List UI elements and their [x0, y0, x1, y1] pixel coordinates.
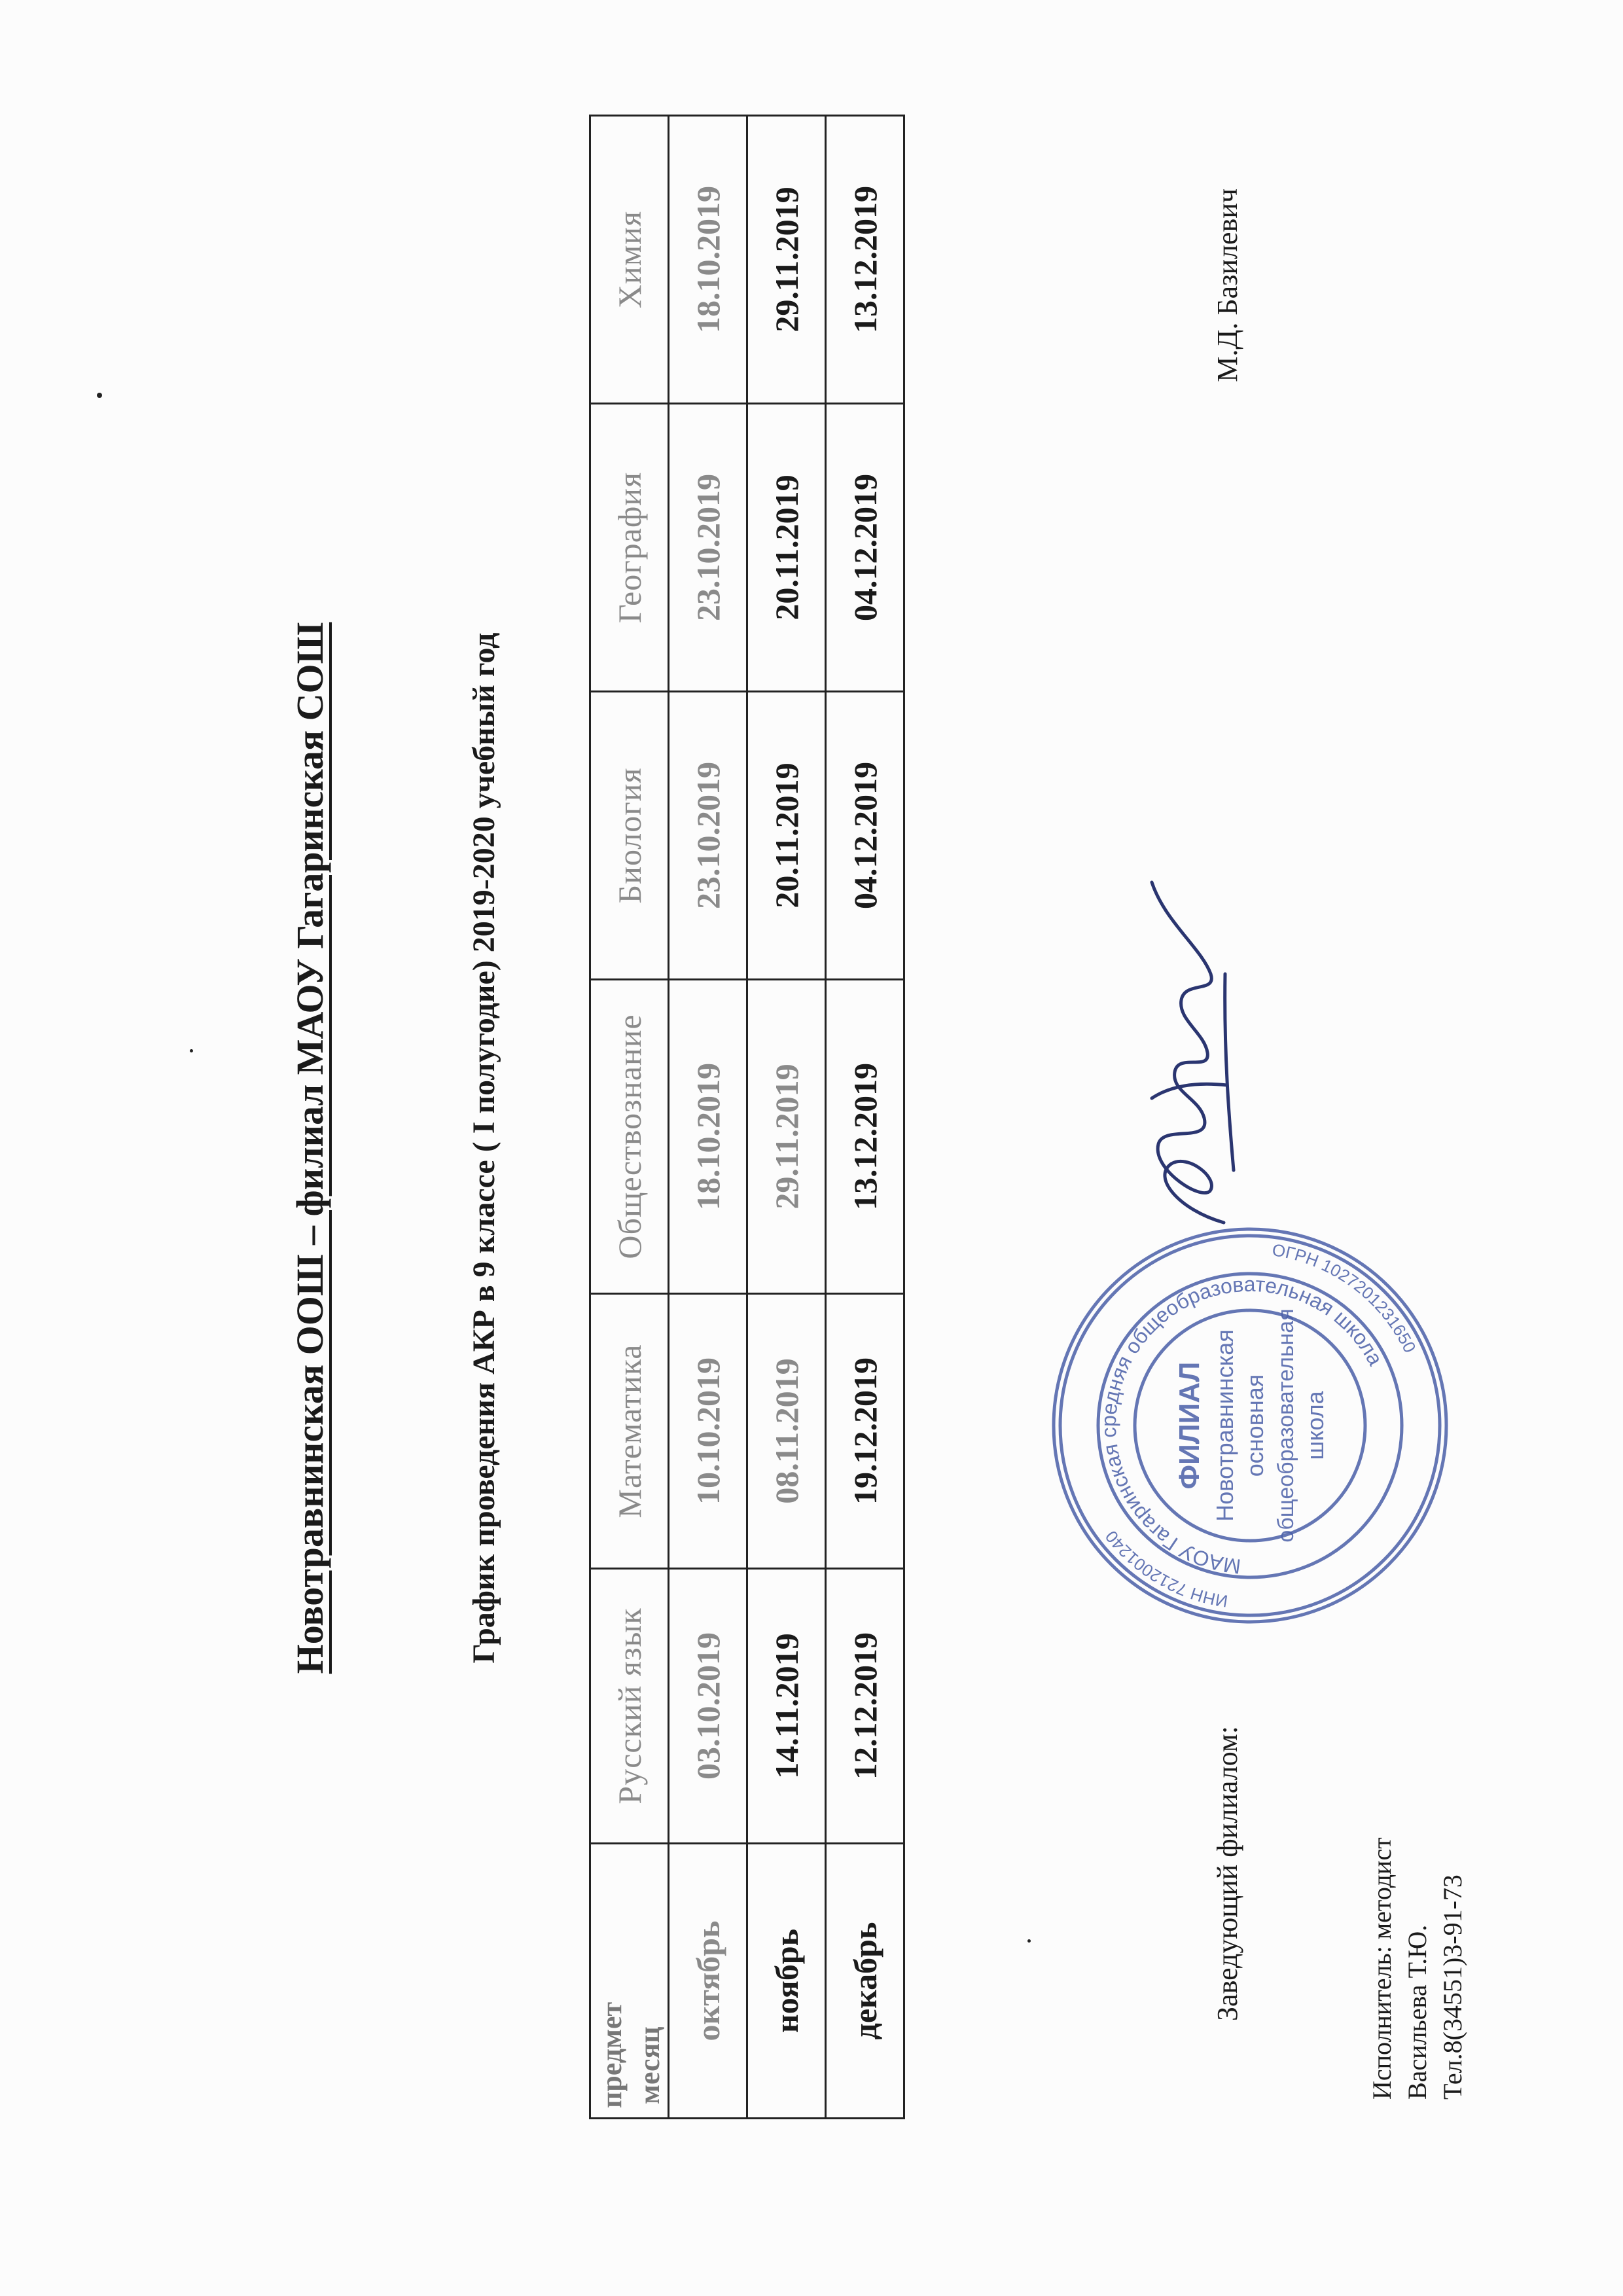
- executor-info: [1364, 1837, 1471, 2100]
- date-cell: 20.11.2019: [747, 692, 826, 980]
- date-cell: 29.11.2019: [747, 116, 826, 404]
- date-cell: 12.12.2019: [826, 1569, 904, 1844]
- executor-name: Васильева Т.Ю.: [1402, 1924, 1432, 2100]
- table-row: [826, 116, 904, 2119]
- handwritten-signature: [1113, 856, 1270, 1249]
- date-cell: 14.11.2019: [747, 1569, 826, 1844]
- scan-speck: [190, 1049, 193, 1052]
- subject-header: Обществознание: [590, 980, 669, 1294]
- table-header-row: [590, 116, 669, 2119]
- document-title: Новотравнинская ООШ – филиал МАОУ Гагаринская СОШ: [289, 622, 331, 1674]
- subject-header: Математика: [590, 1294, 669, 1569]
- date-cell: 20.11.2019: [747, 404, 826, 692]
- corner-month-label: месяц: [633, 2026, 666, 2104]
- date-cell: 23.10.2019: [669, 404, 747, 692]
- date-cell: 29.11.2019: [747, 980, 826, 1294]
- subject-header: География: [590, 404, 669, 692]
- stamp-line-4: общеобразовательная: [1274, 1308, 1298, 1543]
- position-label: Заведующий филиалом:: [1211, 1726, 1243, 2021]
- date-cell: 18.10.2019: [669, 980, 747, 1294]
- date-cell: 04.12.2019: [826, 404, 904, 692]
- date-cell: 13.12.2019: [826, 116, 904, 404]
- subject-header: Химия: [590, 116, 669, 404]
- corner-cell: [590, 1844, 669, 2119]
- stamp-ring-text: МАОУ Гагаринская средняя общеобразовательная школа: [1096, 1272, 1388, 1579]
- document-subtitle: График проведения АКР в 9 классе ( I полугодие) 2019-2020 учебный год: [467, 632, 501, 1664]
- stamp-line-5: школа: [1302, 1391, 1329, 1460]
- corner-subject-label: предмет: [596, 2001, 628, 2108]
- stamp-line-3: основная: [1241, 1374, 1268, 1477]
- scan-speck: [97, 393, 102, 398]
- date-cell: 03.10.2019: [669, 1569, 747, 1844]
- scan-speck: [1027, 1939, 1031, 1943]
- table-row: [669, 116, 747, 2119]
- date-cell: 18.10.2019: [669, 116, 747, 404]
- signer-name: М.Д. Базилевич: [1211, 188, 1243, 382]
- stamp-line-2: Новотравнинская: [1211, 1329, 1238, 1522]
- executor-phone: Тел.8(34551)3-91-73: [1438, 1874, 1467, 2100]
- date-cell: 08.11.2019: [747, 1294, 826, 1569]
- table-row: [747, 116, 826, 2119]
- stamp-ogrn-text: ОГРН 1027201231650: [1270, 1240, 1420, 1356]
- subject-header: Биология: [590, 692, 669, 980]
- month-cell: ноябрь: [747, 1844, 826, 2119]
- date-cell: 13.12.2019: [826, 980, 904, 1294]
- date-cell: 19.12.2019: [826, 1294, 904, 1569]
- schedule-table: [589, 115, 905, 2119]
- executor-role: Исполнитель: методист: [1367, 1837, 1397, 2100]
- month-cell: декабрь: [826, 1844, 904, 2119]
- stamp-line-1: ФИЛИАЛ: [1173, 1361, 1205, 1490]
- date-cell: 04.12.2019: [826, 692, 904, 980]
- date-cell: 23.10.2019: [669, 692, 747, 980]
- date-cell: 10.10.2019: [669, 1294, 747, 1569]
- subject-header: Русский язык: [590, 1569, 669, 1844]
- month-cell: октябрь: [669, 1844, 747, 2119]
- official-stamp: [1047, 1223, 1453, 1628]
- stamp-outer-text: ИНН 7212001240: [1101, 1526, 1230, 1611]
